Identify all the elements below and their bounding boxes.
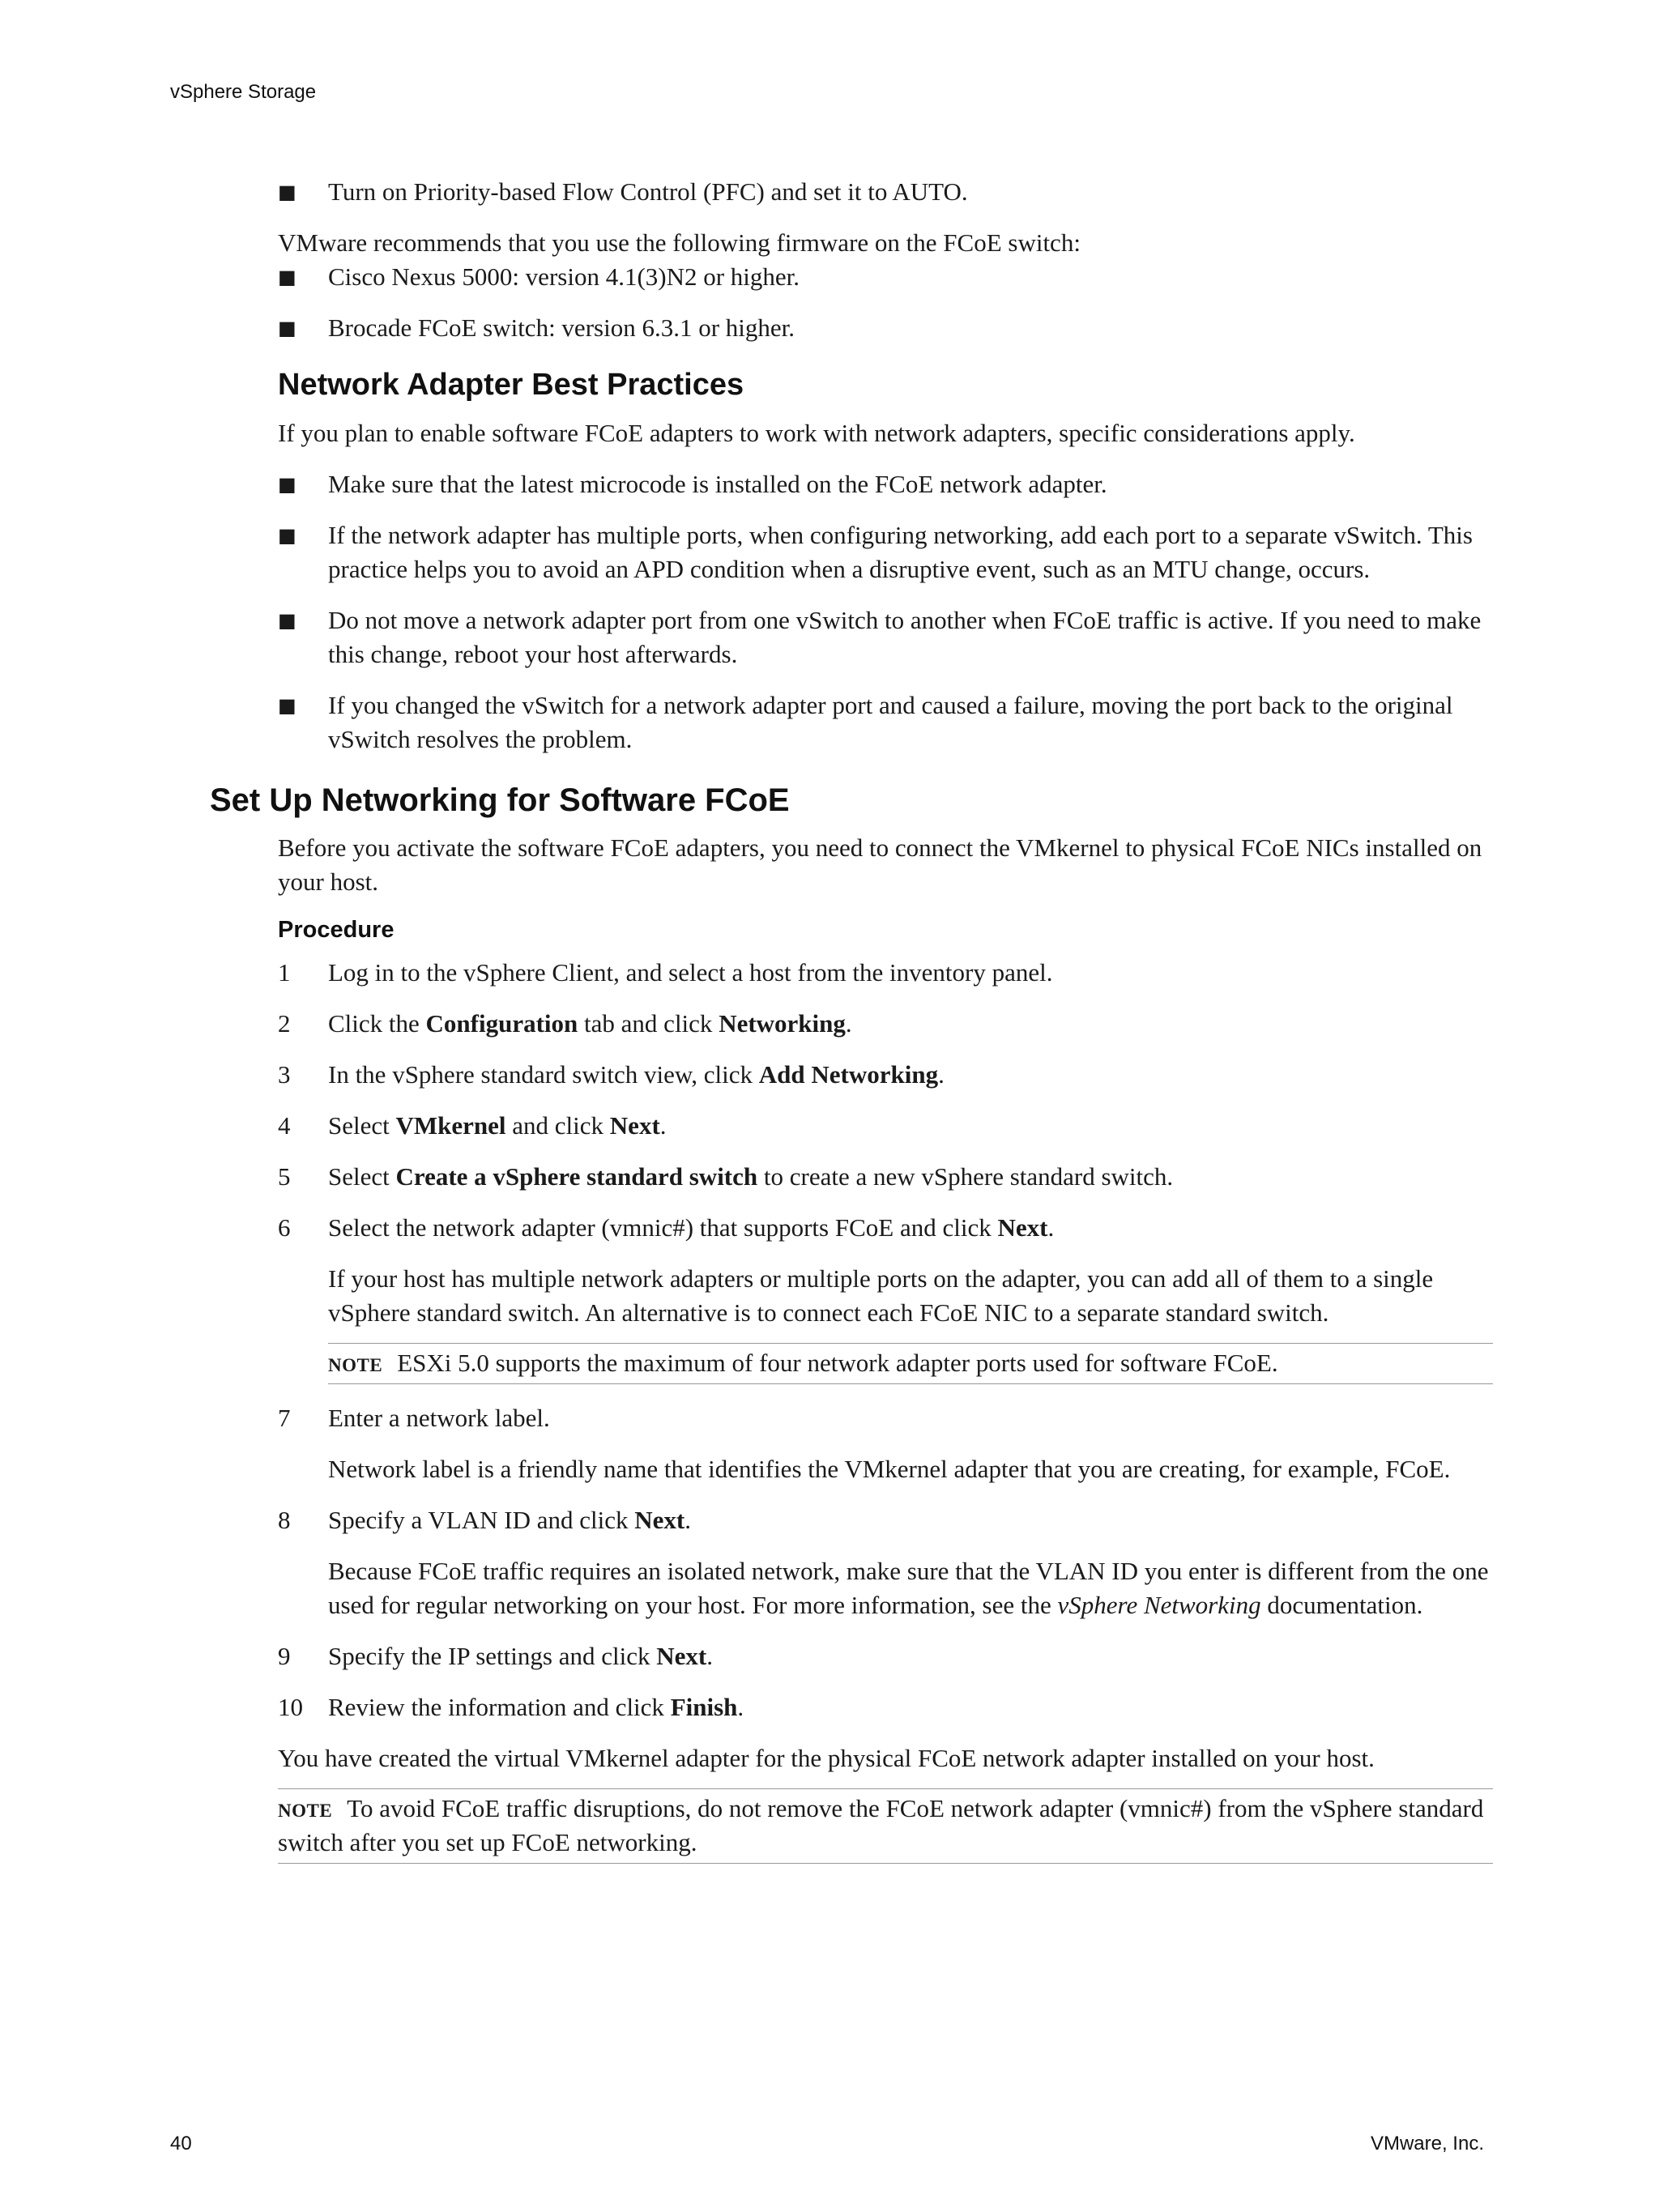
step-detail: Because FCoE traffic requires an isolated network, make sure that the VLAN ID you enter is different from the one used for regular networking on your host. For more information, see the vSphere Networking documentation. <box>328 1557 1489 1619</box>
square-bullet-icon: ■ <box>278 524 296 547</box>
square-bullet-icon: ■ <box>278 266 296 288</box>
list-item: ■ Brocade FCoE switch: version 6.3.1 or higher. <box>278 311 1493 345</box>
section-intro: If you plan to enable software FCoE adapters to work with network adapters, specific considerations apply. <box>278 419 1355 447</box>
list-item: ■ Turn on Priority-based Flow Control (PFC) and set it to AUTO. <box>278 175 1493 209</box>
list-item: ■ Cisco Nexus 5000: version 4.1(3)N2 or higher. <box>278 260 1493 294</box>
section-heading: Network Adapter Best Practices <box>278 368 744 402</box>
procedure-step: 5 Select Create a vSphere standard switch to create a new vSphere standard switch. <box>278 1162 1174 1191</box>
square-bullet-icon: ■ <box>278 609 296 632</box>
list-item: ■ Make sure that the latest microcode is installed on the FCoE network adapter. <box>278 467 1493 501</box>
procedure-step: 3 In the vSphere standard switch view, click Add Networking. <box>278 1060 945 1089</box>
list-item: ■ If the network adapter has multiple ports, when configuring networking, add each port to a separate vSwitch. This practice helps you to avoid an APD condition when a disruptive event, such as an MTU change, occurs. <box>278 518 1493 586</box>
note-box: NOTE ESXi 5.0 supports the maximum of four network adapter ports used for software FCoE. <box>328 1343 1493 1384</box>
square-bullet-icon: ■ <box>278 473 296 496</box>
page-body <box>210 175 1493 1864</box>
procedure-step: 9 Specify the IP settings and click Next. <box>278 1642 713 1670</box>
procedure-heading: Procedure <box>278 917 394 943</box>
result-text: You have created the virtual VMkernel adapter for the physical FCoE network adapter installed on your host. <box>278 1744 1375 1772</box>
square-bullet-icon: ■ <box>278 181 296 203</box>
list-item: ■ If you changed the vSwitch for a network adapter port and caused a failure, moving the port back to the original vSwitch resolves the problem. <box>278 688 1493 757</box>
procedure-step: 2 Click the Configuration tab and click Networking. <box>278 1009 852 1038</box>
procedure-step: 4 Select VMkernel and click Next. <box>278 1111 667 1140</box>
procedure-step: 1 Log in to the vSphere Client, and select a host from the inventory panel. <box>278 958 1053 987</box>
procedure-step: 8 Specify a VLAN ID and click Next. <box>278 1506 691 1534</box>
procedure-step: 10 Review the information and click Finish. <box>278 1693 744 1721</box>
square-bullet-icon: ■ <box>278 694 296 717</box>
step-detail: Network label is a friendly name that identifies the VMkernel adapter that you are creating, for example, FCoE. <box>328 1455 1451 1483</box>
section-intro: Before you activate the software FCoE adapters, you need to connect the VMkernel to physical FCoE NICs installed on your host. <box>278 833 1482 896</box>
firmware-intro: VMware recommends that you use the following firmware on the FCoE switch: <box>278 228 1081 257</box>
procedure-step: 7 Enter a network label. <box>278 1404 550 1432</box>
note-box: NOTE To avoid FCoE traffic disruptions, do not remove the FCoE network adapter (vmnic#) from the vSphere standard switch after you set up FCoE networking. <box>278 1788 1493 1864</box>
note-label: NOTE <box>328 1355 383 1375</box>
step-detail: If your host has multiple network adapters or multiple ports on the adapter, you can add all of them to a single vSphere standard switch. An alternative is to connect each FCoE NIC to a separate standard switch. <box>328 1264 1434 1327</box>
square-bullet-icon: ■ <box>278 317 296 339</box>
list-item: ■ Do not move a network adapter port from one vSwitch to another when FCoE traffic is active. If you need to make this change, reboot your host afterwards. <box>278 603 1493 671</box>
page-number: 40 <box>170 2133 192 2154</box>
note-label: NOTE <box>278 1801 333 1821</box>
chapter-heading: Set Up Networking for Software FCoE <box>210 782 790 818</box>
running-header: vSphere Storage <box>170 81 317 103</box>
footer-company: VMware, Inc. <box>1370 2133 1484 2154</box>
procedure-step: 6 Select the network adapter (vmnic#) that supports FCoE and click Next. <box>278 1213 1055 1242</box>
